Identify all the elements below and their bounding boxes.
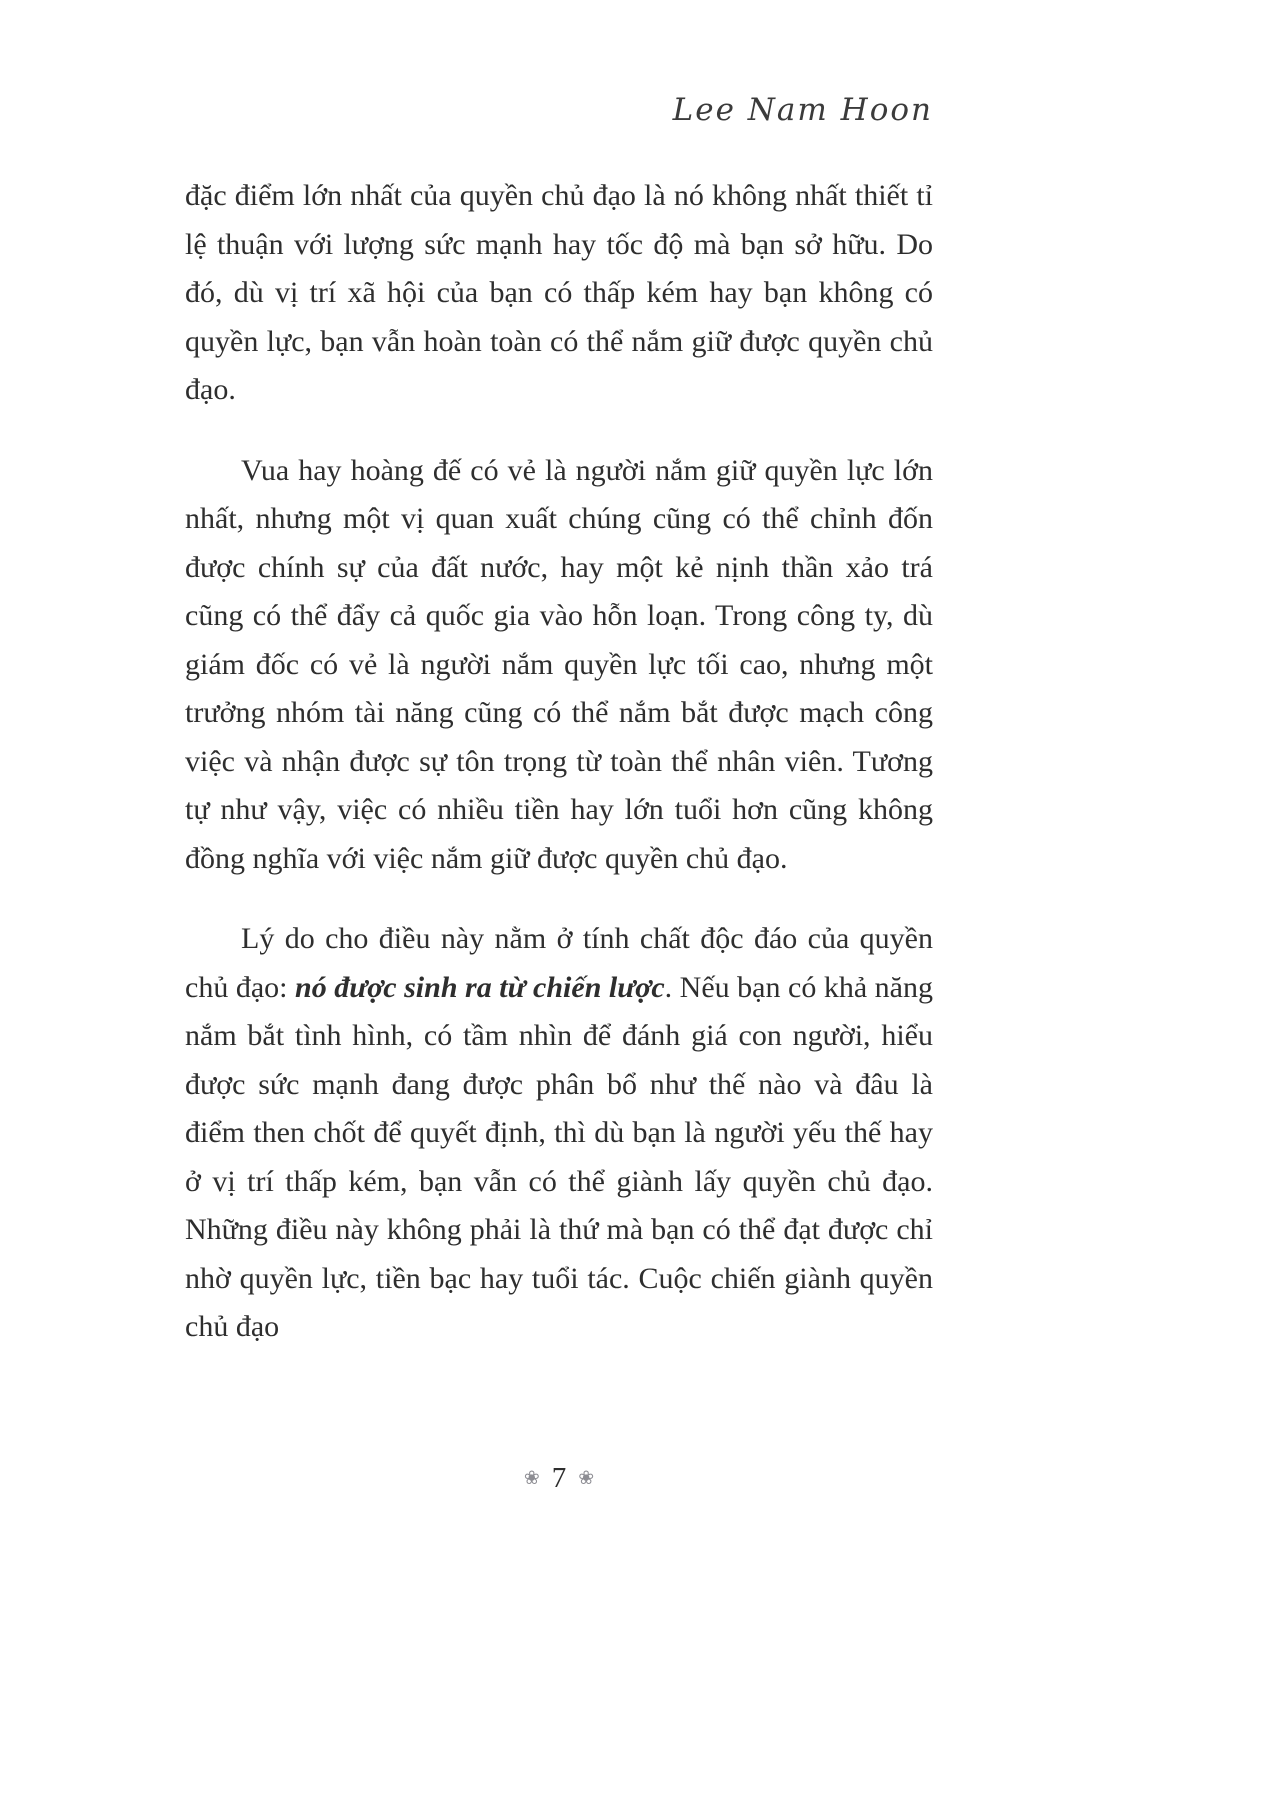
- page-header: [185, 92, 933, 128]
- paragraph-2: Vua hay hoàng đế có vẻ là người nắm giữ quyền lực lớn nhất, nhưng một vị quan xuất chúng cũng có thể chỉnh đốn được chính sự của đất nước, hay một kẻ nịnh thần xảo trá cũng có thể đẩy cả quốc gia vào hỗn loạn. Trong công ty, dù giám đốc có vẻ là người nắm quyền lực tối cao, nhưng một trưởng nhóm tài năng cũng có thể nắm bắt được mạch công việc và nhận được sự tôn trọng từ toàn thể nhân viên. Tương tự như vậy, việc có nhiều tiền hay lớn tuổi hơn cũng không đồng nghĩa với việc nắm giữ được quyền chủ đạo.: [185, 453, 933, 875]
- paragraph-1: đặc điểm lớn nhất của quyền chủ đạo là nó không nhất thiết tỉ lệ thuận với lượng sức mạnh hay tốc độ mà bạn sở hữu. Do đó, dù vị trí xã hội của bạn có thấp kém hay bạn không có quyền lực, bạn vẫn hoàn toàn có thể nắm giữ được quyền chủ đạo.: [185, 179, 933, 406]
- paragraph-3: [185, 915, 933, 1352]
- paragraph-3-text-after: . Nếu bạn có khả năng nắm bắt tình hình, có tầm nhìn để đánh giá con người, hiểu được sức mạnh đang được phân bổ như thế nào và đâu là điểm then chốt để quyết định, thì dù bạn là người yếu thế hay ở vị trí thấp kém, bạn vẫn có thể giành lấy quyền chủ đạo. Những điều này không phải là thứ mà bạn có thể đạt được chỉ nhờ quyền lực, tiền bạc hay tuổi tác. Cuộc chiến giành quyền chủ đạo: [185, 970, 933, 1343]
- page-content: [185, 172, 933, 1384]
- page-number: 7: [551, 1462, 567, 1494]
- flower-ornament-right-icon: ❀: [578, 1467, 595, 1489]
- paragraph-3-emphasis: nó được sinh ra từ chiến lược: [295, 970, 665, 1004]
- page-footer: [185, 1462, 933, 1495]
- author-name: Lee Nam Hoon: [672, 92, 933, 128]
- paragraph-3-text-before: Lý do cho điều này nằm ở tính chất độc đáo của quyền chủ đạo:: [185, 922, 933, 1004]
- flower-ornament-left-icon: ❀: [523, 1467, 540, 1489]
